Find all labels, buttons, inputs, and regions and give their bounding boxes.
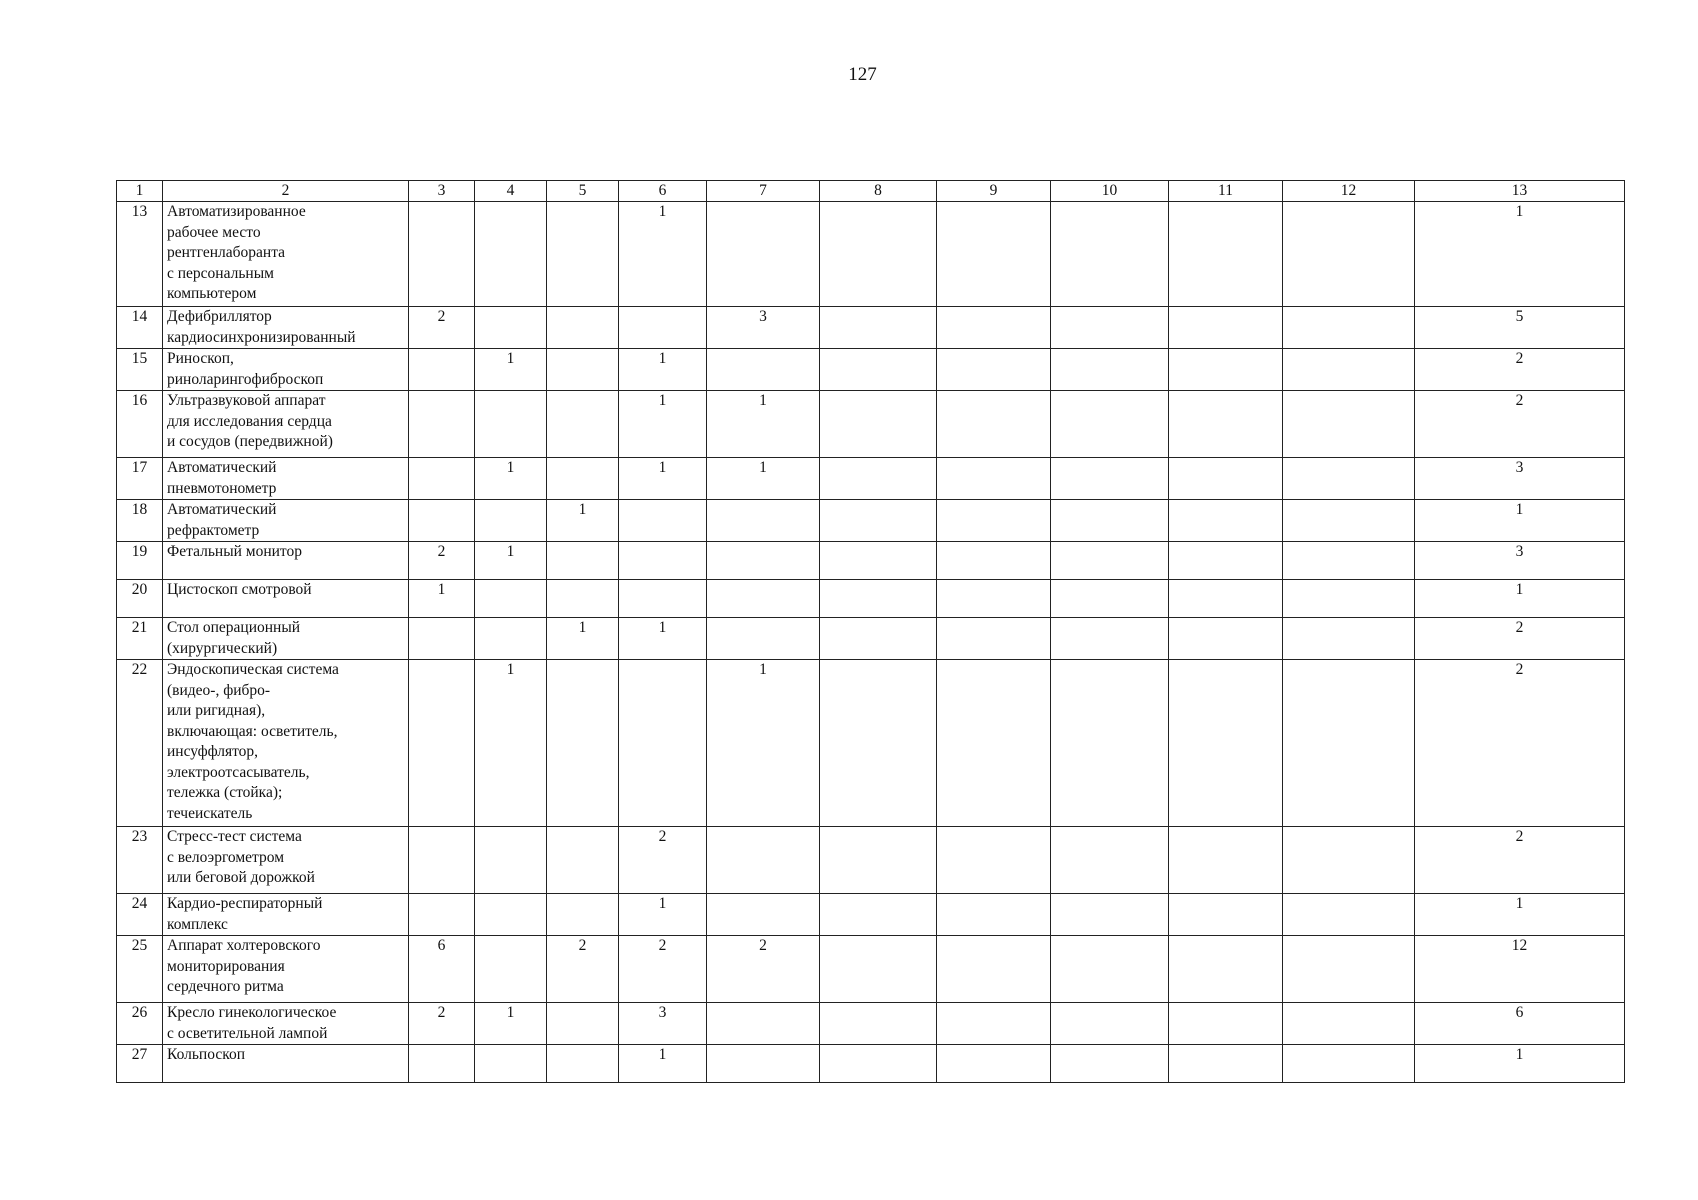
quantity-cell xyxy=(1051,1003,1169,1045)
quantity-cell xyxy=(475,936,547,1003)
column-header: 1 xyxy=(117,181,163,202)
table-row xyxy=(117,894,1625,936)
quantity-cell xyxy=(1051,391,1169,458)
quantity-cell xyxy=(619,500,707,542)
quantity-cell xyxy=(707,1045,820,1083)
quantity-cell xyxy=(1169,458,1283,500)
row-number: 24 xyxy=(117,894,163,936)
quantity-cell xyxy=(1169,307,1283,349)
quantity-cell xyxy=(1283,307,1415,349)
table-row xyxy=(117,618,1625,660)
quantity-cell xyxy=(820,894,937,936)
equipment-name: Цистоскоп смотровой xyxy=(163,580,409,618)
quantity-cell xyxy=(475,827,547,894)
quantity-cell xyxy=(409,202,475,307)
quantity-cell xyxy=(820,349,937,391)
quantity-cell: 2 xyxy=(1415,391,1625,458)
quantity-cell: 1 xyxy=(619,202,707,307)
quantity-cell xyxy=(1283,349,1415,391)
row-number: 21 xyxy=(117,618,163,660)
equipment-name: Ультразвуковой аппарат для исследования сердца и сосудов (передвижной) xyxy=(163,391,409,458)
quantity-cell xyxy=(547,307,619,349)
table-row xyxy=(117,580,1625,618)
quantity-cell xyxy=(937,458,1051,500)
quantity-cell: 2 xyxy=(1415,618,1625,660)
quantity-cell xyxy=(707,580,820,618)
quantity-cell xyxy=(409,391,475,458)
quantity-cell xyxy=(820,827,937,894)
quantity-cell xyxy=(1283,660,1415,827)
equipment-name: Дефибриллятор кардиосинхронизированный xyxy=(163,307,409,349)
quantity-cell xyxy=(1283,458,1415,500)
row-number: 25 xyxy=(117,936,163,1003)
quantity-cell xyxy=(619,307,707,349)
quantity-cell: 2 xyxy=(619,936,707,1003)
row-number: 13 xyxy=(117,202,163,307)
quantity-cell xyxy=(619,580,707,618)
quantity-cell xyxy=(1283,618,1415,660)
quantity-cell xyxy=(820,660,937,827)
quantity-cell: 1 xyxy=(707,391,820,458)
quantity-cell xyxy=(1169,1045,1283,1083)
quantity-cell: 1 xyxy=(707,660,820,827)
quantity-cell xyxy=(937,349,1051,391)
quantity-cell xyxy=(1169,660,1283,827)
column-header: 11 xyxy=(1169,181,1283,202)
column-header: 12 xyxy=(1283,181,1415,202)
quantity-cell xyxy=(937,391,1051,458)
row-number: 26 xyxy=(117,1003,163,1045)
quantity-cell xyxy=(820,580,937,618)
quantity-cell xyxy=(1283,1003,1415,1045)
quantity-cell xyxy=(937,894,1051,936)
quantity-cell xyxy=(475,580,547,618)
quantity-cell xyxy=(409,1045,475,1083)
quantity-cell xyxy=(619,660,707,827)
quantity-cell xyxy=(820,936,937,1003)
quantity-cell: 3 xyxy=(619,1003,707,1045)
quantity-cell: 1 xyxy=(619,349,707,391)
quantity-cell xyxy=(547,580,619,618)
quantity-cell xyxy=(1283,391,1415,458)
equipment-name: Кресло гинекологическое с осветительной лампой xyxy=(163,1003,409,1045)
quantity-cell: 12 xyxy=(1415,936,1625,1003)
quantity-cell xyxy=(1051,500,1169,542)
quantity-cell xyxy=(820,391,937,458)
quantity-cell xyxy=(1169,202,1283,307)
quantity-cell xyxy=(1051,580,1169,618)
quantity-cell xyxy=(1169,542,1283,580)
equipment-name: Эндоскопическая система (видео-, фибро- или ригидная), включающая: осветитель, инсуффлятор, электроотсасыватель, тележка (стойка); течеискатель xyxy=(163,660,409,827)
column-header: 8 xyxy=(820,181,937,202)
quantity-cell xyxy=(1283,542,1415,580)
quantity-cell xyxy=(937,660,1051,827)
quantity-cell: 1 xyxy=(619,1045,707,1083)
quantity-cell xyxy=(1051,618,1169,660)
row-number: 16 xyxy=(117,391,163,458)
quantity-cell xyxy=(820,307,937,349)
table-row xyxy=(117,1003,1625,1045)
equipment-table xyxy=(116,180,1625,1083)
quantity-cell: 2 xyxy=(409,307,475,349)
table-row xyxy=(117,458,1625,500)
quantity-cell: 2 xyxy=(619,827,707,894)
quantity-cell xyxy=(937,580,1051,618)
table-row xyxy=(117,307,1625,349)
quantity-cell xyxy=(475,307,547,349)
quantity-cell xyxy=(1051,936,1169,1003)
column-header: 10 xyxy=(1051,181,1169,202)
row-number: 27 xyxy=(117,1045,163,1083)
quantity-cell xyxy=(937,202,1051,307)
table-row xyxy=(117,936,1625,1003)
quantity-cell: 1 xyxy=(707,458,820,500)
quantity-cell: 1 xyxy=(1415,202,1625,307)
quantity-cell xyxy=(820,1003,937,1045)
quantity-cell: 2 xyxy=(409,1003,475,1045)
equipment-name: Кольпоскоп xyxy=(163,1045,409,1083)
equipment-name: Аппарат холтеровского мониторирования сердечного ритма xyxy=(163,936,409,1003)
quantity-cell xyxy=(1051,458,1169,500)
quantity-cell xyxy=(475,202,547,307)
quantity-cell xyxy=(707,202,820,307)
equipment-name: Автоматический пневмотонометр xyxy=(163,458,409,500)
quantity-cell xyxy=(820,202,937,307)
column-header: 5 xyxy=(547,181,619,202)
quantity-cell xyxy=(1051,542,1169,580)
quantity-cell xyxy=(1051,349,1169,391)
quantity-cell: 1 xyxy=(475,349,547,391)
row-number: 14 xyxy=(117,307,163,349)
quantity-cell xyxy=(1169,827,1283,894)
table-row xyxy=(117,1045,1625,1083)
quantity-cell xyxy=(1169,580,1283,618)
quantity-cell xyxy=(1051,202,1169,307)
quantity-cell xyxy=(547,1045,619,1083)
equipment-name: Автоматический рефрактометр xyxy=(163,500,409,542)
equipment-name: Риноскоп, риноларингофиброскоп xyxy=(163,349,409,391)
quantity-cell xyxy=(707,827,820,894)
quantity-cell xyxy=(475,391,547,458)
quantity-cell: 1 xyxy=(619,618,707,660)
quantity-cell xyxy=(937,500,1051,542)
quantity-cell: 3 xyxy=(707,307,820,349)
quantity-cell: 2 xyxy=(409,542,475,580)
quantity-cell xyxy=(937,307,1051,349)
table-row xyxy=(117,391,1625,458)
quantity-cell: 2 xyxy=(1415,660,1625,827)
column-header: 7 xyxy=(707,181,820,202)
quantity-cell: 1 xyxy=(475,458,547,500)
quantity-cell xyxy=(1283,202,1415,307)
quantity-cell: 3 xyxy=(1415,542,1625,580)
quantity-cell xyxy=(1283,580,1415,618)
header-row xyxy=(117,181,1625,202)
table-row xyxy=(117,349,1625,391)
equipment-name: Фетальный монитор xyxy=(163,542,409,580)
equipment-name: Стресс-тест система с велоэргометром или беговой дорожкой xyxy=(163,827,409,894)
quantity-cell xyxy=(707,542,820,580)
quantity-cell: 1 xyxy=(475,1003,547,1045)
quantity-cell xyxy=(1169,936,1283,1003)
quantity-cell xyxy=(547,458,619,500)
quantity-cell xyxy=(820,500,937,542)
quantity-cell: 6 xyxy=(409,936,475,1003)
quantity-cell xyxy=(707,894,820,936)
quantity-cell: 1 xyxy=(547,618,619,660)
equipment-name: Кардио-респираторный комплекс xyxy=(163,894,409,936)
quantity-cell xyxy=(547,202,619,307)
quantity-cell xyxy=(820,458,937,500)
quantity-cell xyxy=(820,542,937,580)
row-number: 23 xyxy=(117,827,163,894)
quantity-cell xyxy=(409,618,475,660)
quantity-cell: 1 xyxy=(619,391,707,458)
quantity-cell: 1 xyxy=(1415,894,1625,936)
quantity-cell: 1 xyxy=(547,500,619,542)
equipment-name: Стол операционный (хирургический) xyxy=(163,618,409,660)
quantity-cell xyxy=(707,500,820,542)
quantity-cell xyxy=(1169,618,1283,660)
row-number: 22 xyxy=(117,660,163,827)
quantity-cell xyxy=(1051,1045,1169,1083)
quantity-cell xyxy=(1051,660,1169,827)
quantity-cell xyxy=(1283,936,1415,1003)
column-header: 13 xyxy=(1415,181,1625,202)
quantity-cell xyxy=(475,894,547,936)
row-number: 15 xyxy=(117,349,163,391)
quantity-cell xyxy=(820,1045,937,1083)
quantity-cell: 1 xyxy=(475,542,547,580)
table-body xyxy=(117,202,1625,1083)
quantity-cell xyxy=(409,500,475,542)
quantity-cell xyxy=(409,349,475,391)
quantity-cell: 5 xyxy=(1415,307,1625,349)
quantity-cell: 1 xyxy=(619,458,707,500)
quantity-cell xyxy=(1169,894,1283,936)
page-number: 127 xyxy=(848,64,877,85)
quantity-cell xyxy=(547,1003,619,1045)
quantity-cell xyxy=(707,1003,820,1045)
quantity-cell xyxy=(937,827,1051,894)
quantity-cell: 1 xyxy=(1415,580,1625,618)
column-header: 6 xyxy=(619,181,707,202)
table-row xyxy=(117,660,1625,827)
quantity-cell xyxy=(547,894,619,936)
quantity-cell xyxy=(707,349,820,391)
quantity-cell xyxy=(937,618,1051,660)
quantity-cell: 1 xyxy=(619,894,707,936)
quantity-cell xyxy=(820,618,937,660)
equipment-name: Автоматизированное рабочее место рентгенлаборанта с персональным компьютером xyxy=(163,202,409,307)
quantity-cell xyxy=(409,458,475,500)
quantity-cell xyxy=(937,936,1051,1003)
row-number: 20 xyxy=(117,580,163,618)
quantity-cell xyxy=(409,660,475,827)
quantity-cell xyxy=(937,1045,1051,1083)
quantity-cell xyxy=(937,542,1051,580)
quantity-cell xyxy=(1283,894,1415,936)
quantity-cell xyxy=(1283,500,1415,542)
quantity-cell: 3 xyxy=(1415,458,1625,500)
row-number: 18 xyxy=(117,500,163,542)
quantity-cell: 2 xyxy=(1415,827,1625,894)
table-row xyxy=(117,500,1625,542)
quantity-cell xyxy=(1169,500,1283,542)
quantity-cell xyxy=(707,618,820,660)
quantity-cell xyxy=(547,542,619,580)
quantity-cell xyxy=(1169,1003,1283,1045)
row-number: 17 xyxy=(117,458,163,500)
table-row xyxy=(117,202,1625,307)
quantity-cell xyxy=(475,618,547,660)
column-header: 4 xyxy=(475,181,547,202)
quantity-cell: 6 xyxy=(1415,1003,1625,1045)
column-header: 2 xyxy=(163,181,409,202)
row-number: 19 xyxy=(117,542,163,580)
quantity-cell xyxy=(547,660,619,827)
quantity-cell xyxy=(1283,1045,1415,1083)
column-header: 9 xyxy=(937,181,1051,202)
quantity-cell: 1 xyxy=(475,660,547,827)
quantity-cell xyxy=(547,349,619,391)
quantity-cell xyxy=(547,391,619,458)
table-row xyxy=(117,542,1625,580)
quantity-cell: 2 xyxy=(707,936,820,1003)
quantity-cell xyxy=(619,542,707,580)
quantity-cell xyxy=(1169,349,1283,391)
column-header: 3 xyxy=(409,181,475,202)
quantity-cell xyxy=(475,1045,547,1083)
quantity-cell xyxy=(1051,827,1169,894)
quantity-cell: 2 xyxy=(1415,349,1625,391)
quantity-cell: 2 xyxy=(547,936,619,1003)
quantity-cell xyxy=(1283,827,1415,894)
quantity-cell xyxy=(475,500,547,542)
quantity-cell xyxy=(1051,307,1169,349)
quantity-cell: 1 xyxy=(409,580,475,618)
quantity-cell xyxy=(409,894,475,936)
quantity-cell xyxy=(1051,894,1169,936)
quantity-cell xyxy=(547,827,619,894)
quantity-cell xyxy=(409,827,475,894)
quantity-cell xyxy=(937,1003,1051,1045)
table-row xyxy=(117,827,1625,894)
quantity-cell xyxy=(1169,391,1283,458)
quantity-cell: 1 xyxy=(1415,1045,1625,1083)
quantity-cell: 1 xyxy=(1415,500,1625,542)
